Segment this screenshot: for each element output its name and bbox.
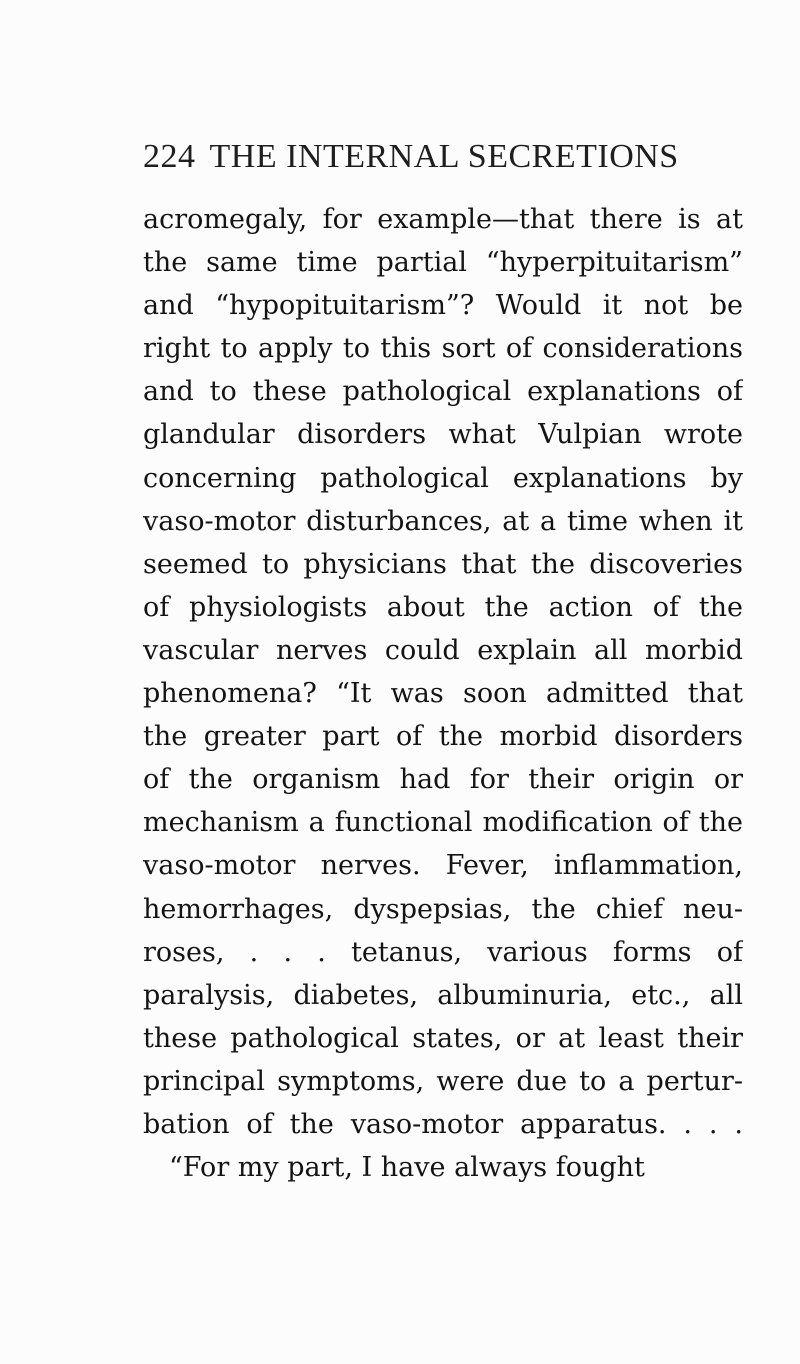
- running-header: [143, 138, 743, 188]
- text-line: roses, . . . tetanus, various forms of: [143, 936, 743, 968]
- body-text: [143, 198, 783, 1189]
- text-line: phenomena? “It was soon admitted that: [143, 678, 743, 710]
- text-line: concerning pathological explanations by: [143, 462, 743, 494]
- text-line: vaso-motor nerves. Fever, inflammation,: [143, 850, 743, 882]
- text-line: the same time partial “hyperpituitarism”: [143, 247, 743, 279]
- text-line: glandular disorders what Vulpian wrote: [143, 419, 743, 451]
- text-line: of physiologists about the action of the: [143, 591, 743, 623]
- text-line: hemorrhages, dyspepsias, the chief neu-: [143, 893, 743, 925]
- running-head-title: THE INTERNAL SECRETIONS: [209, 138, 679, 175]
- text-line: the greater part of the morbid disorders: [143, 721, 743, 753]
- text-line: of the organism had for their origin or: [143, 764, 743, 796]
- text-line: and to these pathological explanations of: [143, 376, 743, 408]
- text-line: principal symptoms, were due to a pertur-: [143, 1065, 743, 1097]
- text-line: bation of the vaso-motor apparatus. . . .: [143, 1108, 743, 1140]
- text-line: acromegaly, for example—that there is at: [143, 204, 743, 235]
- text-line: and “hypopituitarism”? Would it not be: [143, 290, 743, 322]
- text-line: seemed to physicians that the discoveries: [143, 548, 743, 580]
- text-line: vaso-motor disturbances, at a time when it: [143, 505, 743, 537]
- text-line: these pathological states, or at least their: [143, 1022, 743, 1054]
- text-line: mechanism a functional modification of the: [143, 807, 743, 839]
- text-line: “For my part, I have always fought: [169, 1152, 645, 1184]
- text-line: paralysis, diabetes, albuminuria, etc., all: [143, 979, 743, 1011]
- text-line: vascular nerves could explain all morbid: [143, 634, 743, 666]
- page-number: 224: [143, 138, 196, 175]
- text-line: right to apply to this sort of considerations: [143, 333, 743, 365]
